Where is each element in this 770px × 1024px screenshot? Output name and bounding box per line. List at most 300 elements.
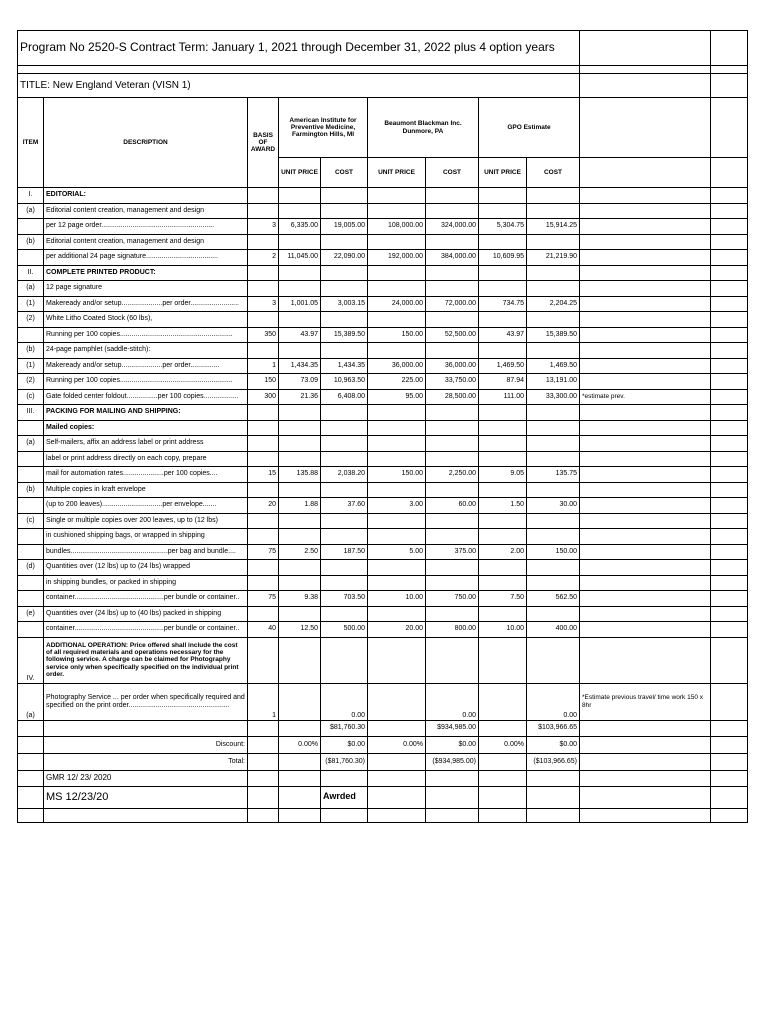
awarded-mark: Awrded <box>321 786 368 808</box>
item-description: Single or multiple copies over 200 leaves, up to (12 lbs) <box>44 513 248 529</box>
basis-of-award <box>248 405 279 421</box>
vendor-2-unit-price <box>368 513 426 529</box>
vendor-1-unit-price <box>279 281 321 297</box>
basis-of-award <box>248 451 279 467</box>
basis-of-award <box>248 188 279 204</box>
vendor-1-cost <box>321 513 368 529</box>
estimate-note <box>580 467 711 483</box>
vendor-1-unit-price: 9.38 <box>279 591 321 607</box>
vendor-3-unit-price: 5,304.75 <box>479 219 527 235</box>
vendor-3-cost: 13,191.00 <box>527 374 580 390</box>
estimate-note <box>580 312 711 328</box>
spare-cell <box>711 327 748 343</box>
estimate-note <box>580 405 711 421</box>
vendor-2-unit-price <box>368 405 426 421</box>
vendor-1-unit-price: 1,434.35 <box>279 358 321 374</box>
vendor-3-unit-price: 7.50 <box>479 591 527 607</box>
vendor-2-cost <box>426 343 479 359</box>
item-number <box>18 591 44 607</box>
basis-of-award: 2 <box>248 250 279 266</box>
vendor-1-unit-price: 73.09 <box>279 374 321 390</box>
estimate-note <box>580 451 711 467</box>
spare-cell <box>711 436 748 452</box>
header-row <box>18 98 748 158</box>
item-description: Quantities over (12 lbs) up to (24 lbs) wrapped <box>44 560 248 576</box>
basis-of-award: 75 <box>248 544 279 560</box>
vendor-2-discount-percent: 0.00% <box>368 736 426 753</box>
line-item-row <box>18 203 748 219</box>
vendor-2-cost: 324,000.00 <box>426 219 479 235</box>
spare-cell <box>711 467 748 483</box>
photography-note: *Estimate previous travel/ time work 150 x 8hr <box>580 683 711 720</box>
vendor-3-cost: 15,389.50 <box>527 327 580 343</box>
vendor-2-unit-price: 192,000.00 <box>368 250 426 266</box>
vendor-1-cost: 187.50 <box>321 544 368 560</box>
vendor-1-cost: 0.00 <box>321 683 368 720</box>
item-number: (2) <box>18 374 44 390</box>
basis-of-award <box>248 482 279 498</box>
estimate-note <box>580 188 711 204</box>
cost-header: COST <box>426 158 479 188</box>
estimate-note <box>580 591 711 607</box>
vendor-3-cost <box>527 482 580 498</box>
item-description: (up to 200 leaves)...............................per envelope....... <box>44 498 248 514</box>
vendor-1-header: American Institute for Preventive Medicine, Farmington Hills, MI <box>279 98 368 158</box>
estimate-note <box>580 281 711 297</box>
vendor-3-unit-price: 734.75 <box>479 296 527 312</box>
line-item-row <box>18 560 748 576</box>
vendor-2-unit-price <box>368 203 426 219</box>
item-number: (d) <box>18 560 44 576</box>
line-item-row <box>18 265 748 281</box>
vendor-3-total: ($103,966.65) <box>527 753 580 770</box>
vendor-2-unit-price <box>368 312 426 328</box>
vendor-1-unit-price <box>279 606 321 622</box>
vendor-3-unit-price <box>479 343 527 359</box>
vendor-3-unit-price <box>479 234 527 250</box>
item-number: (a) <box>18 281 44 297</box>
estimate-note <box>580 622 711 638</box>
basis-of-award <box>248 420 279 436</box>
item-header: ITEM <box>18 98 44 188</box>
basis-of-award: 75 <box>248 591 279 607</box>
approver-initials: MS 12/23/20 <box>44 786 248 808</box>
item-number: I. <box>18 188 44 204</box>
vendor-3-unit-price <box>479 529 527 545</box>
vendor-3-unit-price <box>479 482 527 498</box>
cost-header: COST <box>527 158 580 188</box>
spare-cell <box>711 606 748 622</box>
vendor-3-unit-price <box>479 312 527 328</box>
spare-cell <box>711 358 748 374</box>
estimate-note <box>580 544 711 560</box>
item-number: IV. <box>18 637 44 683</box>
item-description: bundles..................................................per bag and bundle.... <box>44 544 248 560</box>
estimate-note <box>580 560 711 576</box>
vendor-1-unit-price <box>279 312 321 328</box>
document-title: TITLE: New England Veteran (VISN 1) <box>18 74 580 98</box>
vendor-3-cost: 400.00 <box>527 622 580 638</box>
vendor-3-unit-price <box>479 513 527 529</box>
vendor-1-cost <box>321 405 368 421</box>
reviewer-initials: GMR 12/ 23/ 2020 <box>44 770 248 786</box>
item-description: mail for automation rates.....................per 100 copies.... <box>44 467 248 483</box>
vendor-3-cost: 21,219.90 <box>527 250 580 266</box>
vendor-2-cost: 2,250.00 <box>426 467 479 483</box>
vendor-1-unit-price: 11,045.00 <box>279 250 321 266</box>
vendor-1-cost: 22,090.00 <box>321 250 368 266</box>
vendor-3-cost <box>527 529 580 545</box>
spare-cell <box>711 451 748 467</box>
description-header: DESCRIPTION <box>44 98 248 188</box>
estimate-note <box>580 420 711 436</box>
vendor-3-cost <box>527 451 580 467</box>
basis-of-award <box>248 560 279 576</box>
vendor-3-subtotal: $103,966.65 <box>527 720 580 736</box>
item-description: 24-page pamphlet (saddle-stitch): <box>44 343 248 359</box>
basis-of-award <box>248 529 279 545</box>
item-number <box>18 420 44 436</box>
item-number <box>18 622 44 638</box>
program-title-row <box>18 31 748 66</box>
vendor-3-cost: 135.75 <box>527 467 580 483</box>
vendor-3-discount: $0.00 <box>527 736 580 753</box>
item-description: PACKING FOR MAILING AND SHIPPING: <box>44 405 248 421</box>
basis-of-award <box>248 312 279 328</box>
vendor-2-cost <box>426 529 479 545</box>
vendor-2-cost <box>426 420 479 436</box>
line-item-row <box>18 389 748 405</box>
item-number: (e) <box>18 606 44 622</box>
line-item-row <box>18 188 748 204</box>
vendor-3-cost <box>527 281 580 297</box>
estimate-note <box>580 513 711 529</box>
vendor-3-cost <box>527 436 580 452</box>
item-description: Editorial content creation, management and design <box>44 234 248 250</box>
vendor-1-subtotal: $81,760.30 <box>321 720 368 736</box>
cost-header: COST <box>321 158 368 188</box>
line-item-row <box>18 374 748 390</box>
line-item-row <box>18 358 748 374</box>
vendor-2-unit-price: 150.00 <box>368 467 426 483</box>
item-description: per 12 page order.......................................................... <box>44 219 248 235</box>
vendor-1-unit-price <box>279 405 321 421</box>
title-row <box>18 74 748 98</box>
basis-of-award <box>248 606 279 622</box>
vendor-1-cost: 10,963.50 <box>321 374 368 390</box>
vendor-3-cost: 0.00 <box>527 683 580 720</box>
vendor-3-unit-price: 1.50 <box>479 498 527 514</box>
line-item-row <box>18 482 748 498</box>
vendor-1-cost <box>321 343 368 359</box>
vendor-1-cost <box>321 606 368 622</box>
basis-of-award: 3 <box>248 296 279 312</box>
vendor-3-unit-price: 10,609.95 <box>479 250 527 266</box>
basis-of-award <box>248 234 279 250</box>
vendor-2-unit-price: 24,000.00 <box>368 296 426 312</box>
spare-cell <box>711 343 748 359</box>
vendor-2-unit-price <box>368 560 426 576</box>
vendor-3-cost <box>527 203 580 219</box>
line-item-row <box>18 451 748 467</box>
item-number: (a) <box>18 683 44 720</box>
spare-cell <box>711 529 748 545</box>
bid-sheet <box>17 30 748 823</box>
vendor-1-cost <box>321 281 368 297</box>
item-number: (c) <box>18 389 44 405</box>
estimate-note <box>580 606 711 622</box>
item-number: (2) <box>18 312 44 328</box>
line-item-row <box>18 498 748 514</box>
vendor-3-cost: 33,300.00 <box>527 389 580 405</box>
spare-cell <box>711 281 748 297</box>
vendor-3-unit-price: 111.00 <box>479 389 527 405</box>
vendor-3-cost: 30.00 <box>527 498 580 514</box>
additional-operation-row <box>18 637 748 683</box>
vendor-1-cost <box>321 265 368 281</box>
basis-of-award <box>248 436 279 452</box>
item-description: Running per 100 copies.......................................................... <box>44 327 248 343</box>
vendor-2-unit-price <box>368 343 426 359</box>
estimate-note <box>580 358 711 374</box>
vendor-2-cost: 72,000.00 <box>426 296 479 312</box>
vendor-3-cost <box>527 513 580 529</box>
line-item-row <box>18 250 748 266</box>
vendor-1-cost <box>321 560 368 576</box>
item-number <box>18 575 44 591</box>
vendor-2-cost: 33,750.00 <box>426 374 479 390</box>
estimate-note <box>580 575 711 591</box>
vendor-2-cost <box>426 312 479 328</box>
vendor-2-cost <box>426 482 479 498</box>
line-item-row <box>18 312 748 328</box>
vendor-1-cost: 3,003.15 <box>321 296 368 312</box>
vendor-3-unit-price <box>479 451 527 467</box>
unit-price-header: UNIT PRICE <box>368 158 426 188</box>
vendor-1-cost <box>321 312 368 328</box>
line-item-row <box>18 544 748 560</box>
vendor-2-unit-price: 108,000.00 <box>368 219 426 235</box>
vendor-1-cost <box>321 436 368 452</box>
vendor-2-unit-price <box>368 420 426 436</box>
vendor-1-discount-percent: 0.00% <box>279 736 321 753</box>
vendor-2-cost <box>426 575 479 591</box>
spare-cell <box>711 250 748 266</box>
vendor-1-unit-price <box>279 343 321 359</box>
vendor-2-cost <box>426 560 479 576</box>
photography-description: Photography Service ... per order when specifically required and specified on the print order.................................................... <box>44 683 248 720</box>
vendor-2-header: Beaumont Blackman Inc. Dunmore, PA <box>368 98 479 158</box>
vendor-2-unit-price <box>368 188 426 204</box>
vendor-3-unit-price: 9.05 <box>479 467 527 483</box>
vendor-1-cost: 15,389.50 <box>321 327 368 343</box>
vendor-1-unit-price <box>279 575 321 591</box>
vendor-2-cost: 28,500.00 <box>426 389 479 405</box>
vendor-1-cost: 500.00 <box>321 622 368 638</box>
estimate-note <box>580 296 711 312</box>
estimate-note <box>580 436 711 452</box>
line-item-row <box>18 622 748 638</box>
vendor-3-cost: 150.00 <box>527 544 580 560</box>
vendor-2-unit-price <box>368 529 426 545</box>
item-description: in shipping bundles, or packed in shipping <box>44 575 248 591</box>
spare-cell <box>711 482 748 498</box>
vendor-3-unit-price <box>479 560 527 576</box>
vendor-3-unit-price <box>479 606 527 622</box>
spare-cell <box>711 219 748 235</box>
vendor-1-total: ($81,760.30) <box>321 753 368 770</box>
basis-of-award: 1 <box>248 358 279 374</box>
vendor-3-unit-price <box>479 405 527 421</box>
vendor-1-unit-price <box>279 188 321 204</box>
item-number <box>18 467 44 483</box>
line-item-row <box>18 606 748 622</box>
vendor-3-cost <box>527 560 580 576</box>
item-number <box>18 498 44 514</box>
item-description: Quantities over (24 lbs) up to (40 lbs) packed in shipping <box>44 606 248 622</box>
line-item-row <box>18 234 748 250</box>
vendor-3-cost <box>527 343 580 359</box>
basis-of-award <box>248 281 279 297</box>
line-item-row <box>18 219 748 235</box>
vendor-3-discount-percent: 0.00% <box>479 736 527 753</box>
vendor-2-unit-price <box>368 482 426 498</box>
vendor-2-cost <box>426 203 479 219</box>
estimate-note <box>580 265 711 281</box>
vendor-1-unit-price <box>279 203 321 219</box>
vendor-2-cost <box>426 405 479 421</box>
vendor-1-cost: 703.50 <box>321 591 368 607</box>
item-description: per additional 24 page signature..................................... <box>44 250 248 266</box>
item-description: Running per 100 copies.......................................................... <box>44 374 248 390</box>
vendor-1-unit-price <box>279 482 321 498</box>
total-label: Total: <box>44 753 248 770</box>
spare-cell <box>711 544 748 560</box>
vendor-2-unit-price: 225.00 <box>368 374 426 390</box>
item-number: (b) <box>18 482 44 498</box>
vendor-2-cost: 800.00 <box>426 622 479 638</box>
vendor-3-cost <box>527 575 580 591</box>
item-description: Multiple copies in kraft envelope <box>44 482 248 498</box>
vendor-2-unit-price: 20.00 <box>368 622 426 638</box>
vendor-2-unit-price: 3.00 <box>368 498 426 514</box>
vendor-2-unit-price: 5.00 <box>368 544 426 560</box>
vendor-1-unit-price: 12.50 <box>279 622 321 638</box>
estimate-note <box>580 498 711 514</box>
line-item-row <box>18 436 748 452</box>
vendor-1-cost <box>321 529 368 545</box>
vendor-3-unit-price: 87.94 <box>479 374 527 390</box>
line-item-row <box>18 281 748 297</box>
vendor-3-cost <box>527 312 580 328</box>
estimate-note <box>580 343 711 359</box>
unit-price-header: UNIT PRICE <box>479 158 527 188</box>
basis-of-award <box>248 203 279 219</box>
vendor-2-unit-price <box>368 265 426 281</box>
vendor-2-cost: 0.00 <box>426 683 479 720</box>
vendor-1-unit-price <box>279 451 321 467</box>
item-number <box>18 219 44 235</box>
vendor-3-cost <box>527 405 580 421</box>
bid-table <box>17 30 748 823</box>
vendor-1-unit-price: 43.97 <box>279 327 321 343</box>
vendor-1-cost <box>321 575 368 591</box>
spare-cell <box>711 591 748 607</box>
vendor-1-unit-price <box>279 436 321 452</box>
spare-cell <box>711 234 748 250</box>
vendor-2-total: ($934,985.00) <box>426 753 479 770</box>
basis-of-award <box>248 575 279 591</box>
vendor-3-cost: 15,914.25 <box>527 219 580 235</box>
vendor-3-cost <box>527 420 580 436</box>
basis-header: BASIS OF AWARD <box>248 98 279 188</box>
vendor-3-unit-price <box>479 203 527 219</box>
vendor-2-cost: 52,500.00 <box>426 327 479 343</box>
estimate-note: *estimate prev. <box>580 389 711 405</box>
line-item-row <box>18 343 748 359</box>
spare-cell <box>711 622 748 638</box>
vendor-1-cost: 2,038.20 <box>321 467 368 483</box>
vendor-3-unit-price <box>479 188 527 204</box>
item-description: Makeready and/or setup.....................per order......................... <box>44 296 248 312</box>
vendor-1-cost <box>321 482 368 498</box>
approval-row <box>18 786 748 808</box>
item-description: Gate folded center foldout................per 100 copies.................. <box>44 389 248 405</box>
vendor-2-unit-price <box>368 281 426 297</box>
vendor-1-unit-price: 6,335.00 <box>279 219 321 235</box>
vendor-3-unit-price <box>479 281 527 297</box>
item-description: container..............................................per bundle or container.. <box>44 591 248 607</box>
vendor-1-cost <box>321 420 368 436</box>
vendor-1-unit-price: 135.88 <box>279 467 321 483</box>
vendor-2-unit-price <box>368 575 426 591</box>
spare-cell <box>711 420 748 436</box>
item-number: (1) <box>18 358 44 374</box>
vendor-2-cost <box>426 451 479 467</box>
vendor-2-cost <box>426 436 479 452</box>
item-description: White Litho Coated Stock (60 lbs), <box>44 312 248 328</box>
vendor-3-header: GPO Estimate <box>479 98 580 158</box>
item-description: Self-mailers, affix an address label or print address <box>44 436 248 452</box>
vendor-2-discount: $0.00 <box>426 736 479 753</box>
item-description: COMPLETE PRINTED PRODUCT: <box>44 265 248 281</box>
line-item-row <box>18 467 748 483</box>
discount-row <box>18 736 748 753</box>
basis-of-award: 40 <box>248 622 279 638</box>
estimate-note <box>580 219 711 235</box>
estimate-note <box>580 327 711 343</box>
item-description: Mailed copies: <box>44 420 248 436</box>
line-item-row <box>18 420 748 436</box>
vendor-3-unit-price: 43.97 <box>479 327 527 343</box>
basis-of-award: 150 <box>248 374 279 390</box>
vendor-1-cost <box>321 451 368 467</box>
vendor-2-unit-price <box>368 451 426 467</box>
vendor-2-cost <box>426 234 479 250</box>
total-row <box>18 753 748 770</box>
vendor-1-unit-price <box>279 234 321 250</box>
estimate-note <box>580 374 711 390</box>
vendor-1-unit-price <box>279 560 321 576</box>
signoff-row <box>18 770 748 786</box>
item-number <box>18 250 44 266</box>
line-item-row <box>18 327 748 343</box>
vendor-1-unit-price: 21.36 <box>279 389 321 405</box>
item-description: container..............................................per bundle or container.. <box>44 622 248 638</box>
spare-cell <box>711 374 748 390</box>
vendor-1-unit-price: 1.88 <box>279 498 321 514</box>
vendor-3-unit-price <box>479 436 527 452</box>
